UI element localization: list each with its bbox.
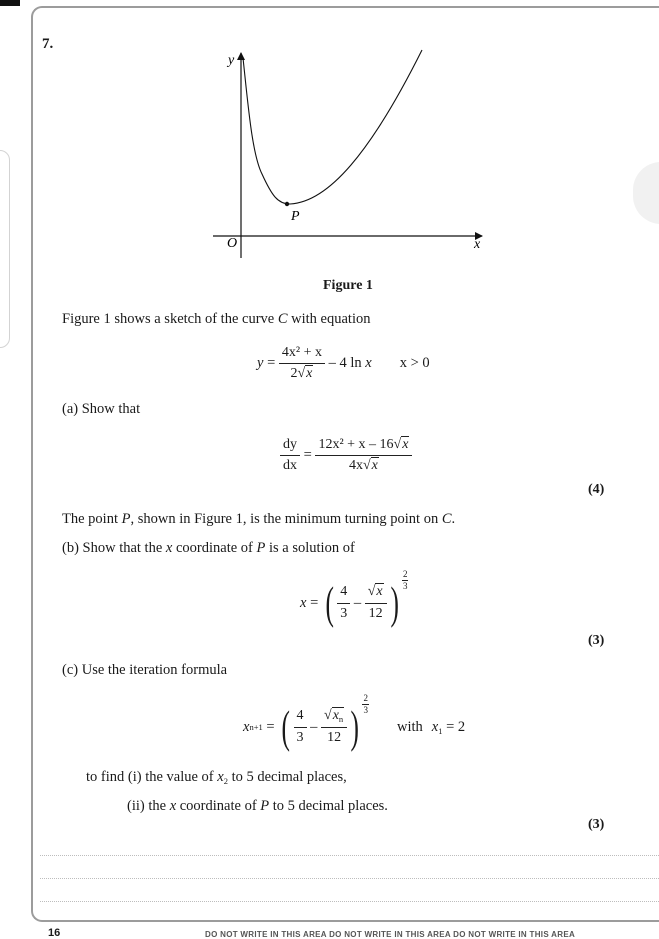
main-equation: y = $\frac{\text{4x² + x}}{2√x}$ – 4 ln x x > 0 [257, 345, 430, 382]
part-a-prompt: (a) Show that [62, 401, 141, 417]
figure-1-graph [210, 44, 500, 260]
minimum-statement: The point P, shown in Figure 1, is the minimum turning point on C. [62, 511, 456, 527]
figure-caption: Figure 1 [323, 278, 373, 293]
left-side-tab[interactable] [0, 150, 10, 348]
part-b-prompt: (b) Show that the x coordinate of P is a solution of [62, 540, 355, 556]
part-c-prompt: (c) Use the iteration formula [62, 662, 228, 678]
answer-line[interactable] [40, 901, 659, 902]
part-a-marks: (4) [588, 482, 605, 497]
dy-dx: $\frac{dy}{dx}$ [280, 437, 300, 474]
part-b-exponent: 2 3 [402, 569, 408, 591]
top-edge-bar [0, 0, 20, 6]
point-p-label: P [291, 209, 300, 224]
part-c-find-i: to find (i) the value of $x_2$ to 5 decimal places, [86, 769, 347, 786]
domain-condition: x > 0 [399, 355, 430, 372]
curve-symbol: C [277, 311, 288, 327]
x-axis-label: x [474, 237, 481, 252]
origin-label: O [227, 236, 238, 251]
derivative-fraction: $\frac{\text{12x² + x – 16√x}}{4x√x}$ [315, 437, 412, 474]
part-b-equation: x = ( $\frac{4}{3}$ – $\frac{√x}{12}$ ) 2 3 [300, 569, 408, 628]
y-axis-label: y [228, 53, 235, 68]
page-number: 16 [48, 927, 61, 939]
part-c-find-ii: (ii) the x coordinate of P to 5 decimal places. [127, 798, 388, 814]
equation-fraction: $\frac{\text{4x² + x}}{2√x}$ [279, 345, 325, 382]
part-c-marks: (3) [588, 817, 605, 832]
answer-line[interactable] [40, 878, 659, 879]
intro-text: Figure 1 shows a sketch of the curve C with equation [62, 311, 371, 327]
question-number: 7. [42, 36, 54, 52]
iteration-formula: x n+1 = ( $\frac{4}{3}$ – $\frac{√x_n}{12}$ ) 2 3 with $x_1 = 2$ [243, 693, 466, 752]
part-b-marks: (3) [588, 633, 605, 648]
derivative-equation: $\frac{dy}{dx}$ = $\frac{\text{12x² + x – 16√x}}{4x√x}$ [280, 437, 412, 474]
part-c-exponent: 2 3 [363, 693, 368, 715]
footer-warning-text: DO NOT WRITE IN THIS AREA DO NOT WRITE IN THIS AREA DO NOT WRITE IN THIS AREA [205, 930, 576, 937]
curve-c [243, 50, 422, 204]
minimum-point-p [285, 202, 289, 206]
answer-line[interactable] [40, 855, 659, 856]
